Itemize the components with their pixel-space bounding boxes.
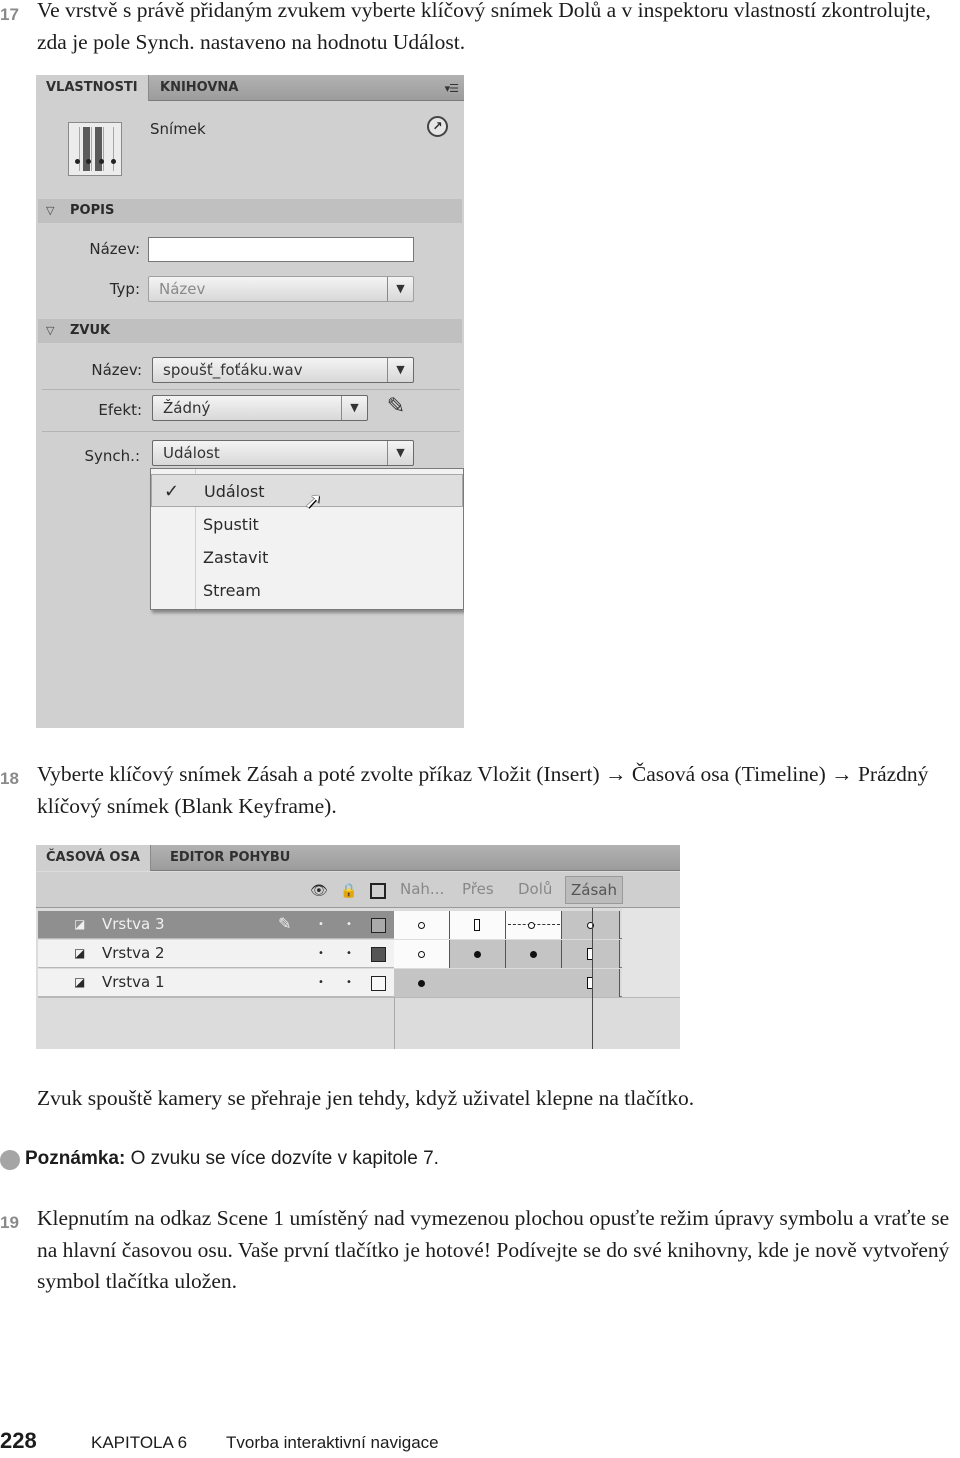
menu-item-label: Zastavit <box>203 548 269 567</box>
frame-end-icon <box>474 919 480 931</box>
frame-span[interactable] <box>562 940 620 968</box>
frame-row[interactable] <box>394 911 622 939</box>
pencil-icon[interactable]: ✎ <box>386 394 406 419</box>
pencil-icon: ✎ <box>278 914 292 933</box>
frame-label: Snímek <box>150 120 206 138</box>
step-17 <box>0 0 960 58</box>
caption-text: Zvuk spouště kamery se přehraje jen tehdy, když uživatel klepne na tlačítko. <box>37 1086 695 1110</box>
sound-name-label: Název: <box>91 361 142 379</box>
keyframe-icon <box>474 951 481 958</box>
section-zvuk[interactable] <box>38 319 462 343</box>
sound-effect-label: Efekt: <box>98 401 142 419</box>
sound-name-select[interactable] <box>152 357 414 383</box>
panel-menu-icon[interactable]: ▾☰ <box>444 82 458 95</box>
lock-dot-icon[interactable]: • <box>346 977 352 988</box>
divider <box>42 389 460 390</box>
checkmark-icon: ✓ <box>164 481 180 502</box>
section-title: POPIS <box>70 203 115 218</box>
frame-row[interactable] <box>394 940 622 968</box>
layer-icon: ◪ <box>74 946 86 960</box>
popis-name-label: Název: <box>89 240 140 258</box>
properties-panel <box>36 75 464 728</box>
frame-label-zasah: Zásah <box>565 876 623 904</box>
layer-name: Vrstva 2 <box>102 944 165 962</box>
sound-sync-value: Událost <box>163 444 220 462</box>
chevron-down-icon: ▼ <box>387 277 413 301</box>
frame-label-nahore: Nah... <box>400 880 445 898</box>
menu-item-label: Spustit <box>203 515 259 534</box>
step-number: 19 <box>0 1213 19 1232</box>
step-text: Klepnutím na odkaz Scene 1 umístěný nad vymezenou plochou opusťte režim úpravy symbolu a vraťte se na hlavní časovou osu. Vaše první tlačítko je hotové! Podívejte se do své knihovny, kde je nově vytvořený symbol tlačítka uložen. <box>37 1206 950 1293</box>
keyframe-icon <box>528 922 535 929</box>
chapter-label: KAPITOLA 6 <box>91 1433 188 1452</box>
divider <box>42 431 460 432</box>
outline-color-icon[interactable] <box>371 947 386 962</box>
tab-knihovna[interactable]: KNIHOVNA <box>160 80 239 95</box>
note-bullet-icon <box>0 1150 20 1170</box>
popis-type-label: Typ: <box>109 280 140 298</box>
frame-span[interactable] <box>506 940 562 968</box>
keyframe-icon <box>530 951 537 958</box>
section-title: ZVUK <box>70 323 111 338</box>
outline-icon[interactable] <box>370 883 386 899</box>
layer-row[interactable] <box>38 969 394 997</box>
timeline-divider <box>394 997 395 1049</box>
timeline-empty-area <box>38 997 680 1049</box>
lock-dot-icon[interactable]: • <box>346 919 352 930</box>
sound-effect-value: Žádný <box>163 399 211 417</box>
timeline-tab-bar <box>36 845 680 871</box>
frame-span[interactable] <box>450 940 506 968</box>
eye-icon[interactable]: 👁 <box>310 883 328 899</box>
frame-label-pres: Přes <box>462 880 494 898</box>
collapse-triangle-icon: ▽ <box>46 324 55 337</box>
sound-effect-select[interactable] <box>152 395 368 421</box>
frame-span[interactable] <box>394 969 620 997</box>
layer-name: Vrstva 1 <box>102 973 165 991</box>
chevron-down-icon: ▼ <box>341 396 367 420</box>
chapter-title: Tvorba interaktivní navigace <box>226 1433 439 1452</box>
visibility-dot-icon[interactable]: • <box>318 948 324 959</box>
frame-thumbnail-icon <box>68 122 122 176</box>
step-19 <box>0 1203 960 1298</box>
visibility-dot-icon[interactable]: • <box>318 977 324 988</box>
step-text: Vyberte klíčový snímek Zásah a poté zvolte příkaz Vložit (Insert) → Časová osa (Timeline) → Prázdný klíčový snímek (Blank Keyframe). <box>37 762 929 818</box>
frame-span[interactable] <box>450 911 506 939</box>
collapse-triangle-icon: ▽ <box>46 204 55 217</box>
timeline-panel <box>36 845 680 1049</box>
step-text: Ve vrstvě s právě přidaným zvukem vyberte klíčový snímek Dolů a v inspektoru vlastností zkontrolujte, zda je pole Synch. nastaveno na hodnotu Událost. <box>37 0 931 54</box>
lock-icon[interactable]: 🔒 <box>340 883 358 899</box>
sync-option-stream[interactable] <box>151 574 463 607</box>
layer-row[interactable] <box>38 911 394 939</box>
sound-sync-label: Synch.: <box>84 447 140 465</box>
panel-tab-bar <box>36 75 464 101</box>
note-text: O zvuku se více dozvíte v kapitole 7. <box>125 1148 439 1169</box>
menu-item-label: Stream <box>203 581 261 600</box>
sound-name-value: spoušť_foťáku.wav <box>163 361 303 379</box>
note <box>0 1148 960 1170</box>
mouse-pointer-icon: ➚ <box>304 489 323 514</box>
layer-row[interactable] <box>38 940 394 968</box>
section-popis[interactable] <box>38 199 462 223</box>
keyframe-icon <box>418 980 425 987</box>
playhead[interactable] <box>592 908 593 1049</box>
help-arrow-icon[interactable]: ↗ <box>427 116 448 137</box>
popis-name-input[interactable] <box>148 237 414 262</box>
frame-span[interactable] <box>506 911 562 939</box>
outline-color-icon[interactable] <box>371 976 386 991</box>
step-18 <box>0 759 960 822</box>
visibility-dot-icon[interactable]: • <box>318 919 324 930</box>
tab-editor-pohybu[interactable]: EDITOR POHYBU <box>170 850 291 865</box>
timeline-header <box>36 872 680 908</box>
page-number: 228 <box>0 1428 37 1453</box>
frame-span[interactable] <box>562 911 620 939</box>
outline-color-icon[interactable] <box>371 918 386 933</box>
timeline-empty-frames <box>622 908 680 997</box>
tab-vlastnosti[interactable]: VLASTNOSTI <box>36 75 149 101</box>
popis-type-select[interactable] <box>148 276 414 302</box>
empty-keyframe-icon <box>418 922 425 929</box>
sync-option-zastavit[interactable] <box>151 541 463 574</box>
note-label: Poznámka: <box>25 1148 126 1169</box>
layer-icon: ◪ <box>74 975 86 989</box>
frame-span[interactable] <box>394 940 450 968</box>
popis-type-value: Název <box>159 280 206 298</box>
frame-span[interactable] <box>394 911 450 939</box>
step-number: 18 <box>0 769 19 788</box>
chevron-down-icon: ▼ <box>387 441 413 465</box>
frame-row[interactable] <box>394 969 622 997</box>
layer-name: Vrstva 3 <box>102 915 165 933</box>
menu-item-label: Událost <box>204 482 265 501</box>
tab-casova-osa[interactable]: ČASOVÁ OSA <box>36 845 151 871</box>
frame-label-dolu: Dolů <box>518 880 553 898</box>
step-number: 17 <box>0 5 19 24</box>
empty-keyframe-icon <box>418 951 425 958</box>
chevron-down-icon: ▼ <box>387 358 413 382</box>
layer-icon: ◪ <box>74 917 86 931</box>
sound-sync-select[interactable] <box>152 440 414 466</box>
lock-dot-icon[interactable]: • <box>346 948 352 959</box>
